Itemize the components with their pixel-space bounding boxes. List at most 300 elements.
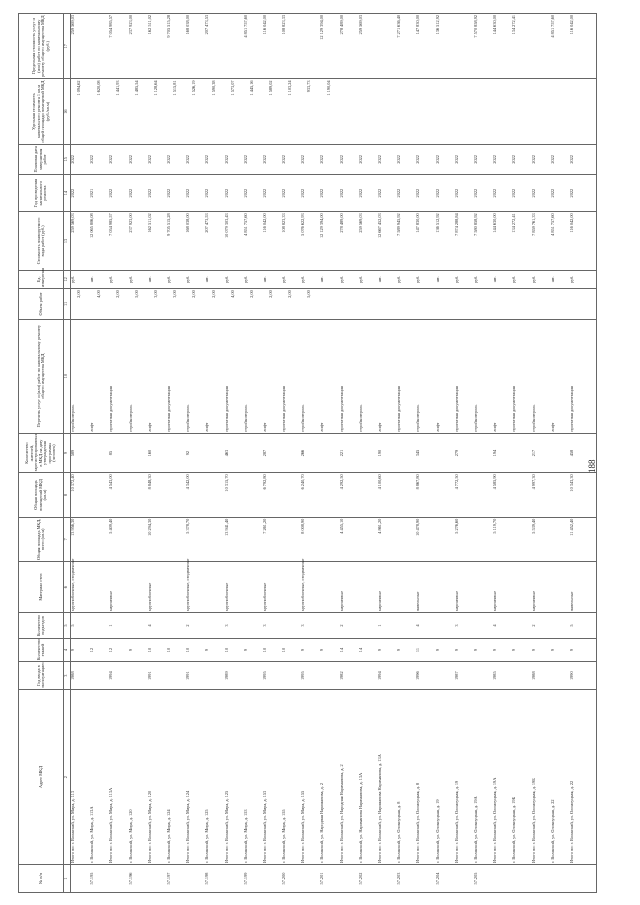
cell-line: кирпичные bbox=[108, 590, 114, 612]
cell-line: лифт bbox=[261, 422, 267, 432]
cell-line: 2022 bbox=[89, 155, 95, 164]
header-cell: Ед. измерения bbox=[19, 270, 64, 289]
cell-line bbox=[282, 519, 301, 560]
cell-line: 279 bbox=[453, 449, 459, 457]
cell-line: 1 620,08 bbox=[95, 80, 101, 96]
cell-line: проектная документация bbox=[223, 386, 229, 432]
cell-line bbox=[359, 563, 378, 611]
cell-line bbox=[551, 435, 570, 472]
cell-line: 1987 bbox=[453, 671, 459, 680]
cell-line: 217 bbox=[530, 449, 536, 457]
cell-line bbox=[551, 663, 570, 688]
cell-line bbox=[129, 474, 148, 515]
cell-line: 5 bbox=[568, 624, 574, 627]
cell-line: Итого по: г. Волжский, ул. Оломоуцкая, д. 19 bbox=[453, 780, 459, 864]
cell-line: 2022 bbox=[415, 188, 421, 198]
column-number: 2 bbox=[64, 690, 71, 865]
col-wall-material-cell bbox=[70, 558, 597, 612]
table-body-row bbox=[71, 14, 597, 893]
column-number: 6 bbox=[64, 561, 71, 612]
cell-line: 1996 bbox=[415, 671, 421, 680]
cell-line bbox=[512, 663, 531, 688]
cell-line bbox=[167, 519, 186, 560]
cell-line: шт. bbox=[204, 276, 210, 283]
cell-line: 2022 bbox=[319, 155, 325, 164]
header-cell: Общая площадь помещений МКД (кв.м) bbox=[19, 473, 64, 517]
cell-line: 2022 bbox=[434, 188, 440, 198]
cell-line: 7 570 858,92 bbox=[472, 15, 478, 38]
cell-line: 463 bbox=[223, 449, 229, 457]
cell-line: г. Волжский, ул. Оломоуцкая, д. 19Б bbox=[511, 796, 517, 864]
cell-line: 2 bbox=[530, 624, 536, 627]
cell-line: Итого по: г. Волжский, ул. Мира, д. 120 bbox=[146, 790, 152, 864]
cell-line: лифт bbox=[146, 422, 152, 432]
cell-line: 57.196 bbox=[127, 872, 133, 885]
cell-line: 2022 bbox=[568, 188, 574, 198]
cell-line bbox=[129, 563, 148, 611]
cell-line: 2022 bbox=[511, 188, 517, 198]
cell-line: 116 042,00 bbox=[568, 213, 574, 233]
cell-line: 9 bbox=[70, 648, 75, 652]
cell-line bbox=[551, 474, 570, 515]
cell-line bbox=[474, 474, 493, 515]
cell-line bbox=[129, 519, 148, 560]
header-cell: Количество подъездов bbox=[19, 613, 64, 639]
cell-line: 207 473,53 bbox=[204, 213, 210, 233]
cell-line: 136 512,92 bbox=[434, 15, 440, 35]
cell-line bbox=[436, 563, 455, 611]
cell-line bbox=[551, 519, 570, 560]
cell-line bbox=[320, 614, 339, 637]
cell-line: 168 038,00 bbox=[185, 213, 191, 233]
cell-line: руб. bbox=[511, 275, 517, 284]
cell-line: 1 103,24 bbox=[287, 80, 293, 96]
cell-line: руб. bbox=[185, 275, 191, 284]
cell-line: 7 054 985,57 bbox=[108, 15, 114, 38]
cell-line: 144 630,00 bbox=[492, 15, 498, 35]
cell-line: г. Волжский, ул. Оломоуцкая, д. 19А bbox=[472, 796, 478, 864]
cell-line bbox=[320, 435, 339, 472]
cell-line: 12 667 452,03 bbox=[377, 213, 382, 239]
cell-line bbox=[436, 663, 455, 688]
cell-line bbox=[359, 663, 378, 688]
cell-line: 2022 bbox=[146, 155, 152, 164]
cell-line: руб. bbox=[108, 275, 114, 284]
cell-line: руб. bbox=[281, 275, 287, 284]
cell-line: руб. bbox=[472, 275, 478, 284]
cell-line: 3,00 bbox=[153, 290, 159, 298]
cell-line: 9 bbox=[511, 648, 517, 652]
cell-line: 1995 bbox=[261, 671, 267, 680]
cell-line: крупноблочные bbox=[146, 582, 152, 612]
cell-line: 4 851 757,60 bbox=[549, 213, 555, 236]
column-number: 16 bbox=[64, 79, 71, 144]
cell-line: 237 923,00 bbox=[127, 15, 133, 35]
cell-line: шт. bbox=[261, 276, 267, 283]
cell-line: 2022 bbox=[319, 188, 325, 198]
cell-line: 10 079 303,43 bbox=[223, 213, 229, 239]
cell-line: 2,00 bbox=[248, 290, 254, 298]
cell-line bbox=[167, 663, 186, 688]
cell-line: 3 bbox=[261, 624, 267, 627]
cell-line: кирпичные bbox=[377, 590, 382, 612]
cell-line: руб. bbox=[357, 275, 363, 284]
header-cell: Материал стен bbox=[19, 561, 64, 612]
cell-line: 2022 bbox=[415, 155, 421, 164]
cell-line: проектная документация bbox=[165, 386, 171, 432]
cell-line bbox=[90, 474, 109, 515]
col-cost-cell bbox=[71, 212, 597, 270]
cell-line: 134 272,41 bbox=[511, 15, 517, 35]
cell-line: Итого по: г. Волжский, ул. Оломоуцкая, д. 22 bbox=[568, 780, 574, 864]
cell-line: 1 589,02 bbox=[268, 80, 274, 96]
cell-line: проектная документация bbox=[108, 386, 114, 432]
cell-line: 57.195 bbox=[89, 872, 95, 885]
cell-line: 57.202 bbox=[357, 872, 363, 885]
cell-line: 108 823,33 bbox=[281, 213, 287, 233]
cell-line: 7 580 858,92 bbox=[472, 213, 478, 236]
cell-line: лифт bbox=[204, 422, 210, 432]
col-residents-cell bbox=[71, 433, 597, 473]
cell-line: 2022 bbox=[281, 155, 287, 164]
cell-line: 4 bbox=[492, 624, 498, 627]
cell-line: 6 792,80 bbox=[261, 474, 267, 490]
cell-line bbox=[129, 663, 148, 688]
cell-line: 162 511,02 bbox=[146, 213, 152, 233]
cell-line: 259 569,03 bbox=[70, 15, 75, 35]
cell-line: 2022 bbox=[396, 188, 402, 198]
cell-line: 4,00 bbox=[95, 290, 101, 298]
cell-line bbox=[90, 435, 109, 472]
cell-line bbox=[129, 435, 148, 472]
cell-line: 458 bbox=[568, 449, 574, 457]
cell-line: 2022 bbox=[223, 188, 229, 198]
cell-line: 4 851 757,60 bbox=[242, 15, 248, 38]
cell-line: шт. bbox=[434, 276, 440, 283]
cell-line: 136 512,92 bbox=[434, 213, 440, 233]
cell-line: 7 874 288,84 bbox=[453, 213, 459, 236]
cell-line bbox=[205, 563, 224, 611]
cell-line: 589 bbox=[70, 449, 75, 457]
cell-line: 1994 bbox=[108, 671, 114, 680]
col-year-cell bbox=[71, 662, 597, 690]
cell-line: проектная документация bbox=[453, 386, 459, 432]
cell-line: 2022 bbox=[472, 155, 478, 164]
page-number: 188 bbox=[587, 459, 597, 473]
cell-line: 1995 bbox=[300, 671, 306, 680]
cell-line: 10 bbox=[281, 647, 287, 653]
cell-line bbox=[90, 519, 109, 560]
cell-line: 10 478,90 bbox=[415, 518, 421, 536]
cell-line: 4 997,30 bbox=[530, 474, 536, 490]
cell-line: руб. bbox=[70, 275, 75, 284]
cell-line: 2,00 bbox=[114, 290, 120, 298]
column-number: 13 bbox=[64, 212, 71, 270]
cell-line bbox=[301, 866, 320, 891]
cell-line: Итого по: г. Волжский, ул. Оломоуцкая, д. 8 bbox=[415, 782, 421, 864]
cell-line: стройконтроль bbox=[185, 404, 191, 432]
cell-line bbox=[244, 563, 263, 611]
header-row bbox=[19, 14, 64, 893]
cell-line: 2021 bbox=[89, 188, 95, 198]
cell-line: Итого по: г. Волжский, ул. Оломоуцкая, д. 19А bbox=[492, 777, 498, 864]
cell-line: 10 bbox=[223, 647, 229, 653]
cell-line: шт. bbox=[89, 276, 95, 283]
cell-line: г. Волжский, ул. Мира, д. 155 bbox=[281, 809, 287, 864]
cell-line: 221 bbox=[338, 449, 344, 457]
cell-line bbox=[282, 614, 301, 637]
column-number: 11 bbox=[64, 289, 71, 319]
cell-line bbox=[493, 866, 512, 891]
cell-line bbox=[512, 614, 531, 637]
cell-line: 9 bbox=[492, 648, 498, 652]
cell-line: 1985 bbox=[492, 671, 498, 680]
cell-line: 2022 bbox=[204, 155, 210, 164]
cell-line: крупноблочные, сэндвичные bbox=[300, 558, 306, 612]
cell-line: 278 489,00 bbox=[338, 213, 344, 233]
cell-line: 3 bbox=[300, 624, 306, 627]
cell-line: 2022 bbox=[472, 188, 478, 198]
cell-line bbox=[129, 614, 148, 637]
column-number: 1 bbox=[64, 865, 71, 893]
cell-line: 85 bbox=[108, 450, 114, 456]
cell-line: 57.201 bbox=[319, 872, 325, 885]
cell-line: 144 630,00 bbox=[492, 213, 498, 233]
cell-line: 1994 bbox=[377, 671, 382, 680]
cell-line: 2022 bbox=[204, 188, 210, 198]
column-number: 3 bbox=[64, 662, 71, 690]
cell-line bbox=[90, 614, 109, 637]
cell-line: 2022 bbox=[281, 188, 287, 198]
cell-line bbox=[474, 563, 493, 611]
cell-line: 1 485,54 bbox=[133, 80, 139, 96]
cell-line: 5 539,40 bbox=[530, 518, 536, 534]
cell-line: 2022 bbox=[530, 188, 536, 198]
cell-line bbox=[90, 563, 109, 611]
cell-line: 259 569,03 bbox=[357, 15, 363, 35]
cell-line: 9 bbox=[472, 648, 478, 652]
cell-line: 9 bbox=[204, 648, 210, 652]
cell-line: 160 bbox=[146, 449, 152, 457]
column-number: 7 bbox=[64, 517, 71, 561]
column-number: 8 bbox=[64, 473, 71, 517]
cell-line: лифт bbox=[319, 422, 325, 432]
cell-line bbox=[455, 15, 474, 77]
cell-line: г. Волжский, ул. Мира, д. 120 bbox=[127, 809, 133, 864]
cell-line: 168 038,00 bbox=[185, 15, 191, 35]
cell-line: лифт bbox=[89, 422, 95, 432]
cell-line: 4 851 757,60 bbox=[549, 15, 555, 38]
cell-line: 2022 bbox=[185, 155, 191, 164]
cell-line: проектная документация bbox=[511, 386, 517, 432]
cell-line: кирпичные bbox=[338, 590, 344, 612]
column-number: 4 bbox=[64, 638, 71, 661]
header-cell: Объем работ bbox=[19, 289, 64, 319]
cell-line bbox=[359, 519, 378, 560]
cell-line: 13 941,40 bbox=[223, 518, 229, 536]
cell-line: 278 489,00 bbox=[338, 15, 344, 35]
cell-line: г. Волжский, ул. Оломоуцкая, д. 19 bbox=[434, 799, 440, 864]
cell-line: 10 bbox=[185, 647, 191, 653]
cell-line bbox=[416, 866, 435, 891]
cell-line bbox=[436, 614, 455, 637]
cell-line: 2022 bbox=[530, 155, 536, 164]
cell-line bbox=[90, 663, 109, 688]
cell-line bbox=[109, 866, 128, 891]
cell-line bbox=[474, 435, 493, 472]
cell-line bbox=[532, 15, 551, 77]
col-floors-cell bbox=[71, 638, 597, 661]
cell-line bbox=[282, 435, 301, 472]
cell-line bbox=[474, 614, 493, 637]
cell-line: 14 bbox=[357, 647, 363, 653]
cell-line: Итого по: г. Волжский, ул. Мира, д. 125 bbox=[223, 790, 229, 864]
header-cell: Общая площадь МКД, всего (кв.м) bbox=[19, 517, 64, 561]
cell-line: 2022 bbox=[300, 155, 306, 164]
header-cell: Адрес МКД bbox=[19, 690, 64, 865]
cell-line: 10 294,30 bbox=[146, 518, 152, 536]
cell-line: 2022 bbox=[396, 155, 402, 164]
cell-line: проектная документация bbox=[396, 386, 402, 432]
cell-line bbox=[512, 519, 531, 560]
cell-line: 2022 bbox=[223, 155, 229, 164]
col-repair-year-cell bbox=[71, 175, 597, 212]
col-works-cell bbox=[71, 319, 597, 433]
cell-line: 190 bbox=[377, 449, 382, 457]
cell-line: руб. bbox=[530, 275, 536, 284]
cell-line: руб. bbox=[415, 275, 421, 284]
cell-line: 2 bbox=[338, 624, 344, 627]
cell-line: 11 452,40 bbox=[568, 518, 574, 536]
cell-line: 345 bbox=[415, 449, 421, 457]
cell-line: г. Волжский, ул. Народная Нариманова, д. 2 bbox=[319, 782, 325, 864]
cell-line: 2022 bbox=[185, 188, 191, 198]
cell-line: 8 008,90 bbox=[300, 518, 306, 534]
cell-line bbox=[167, 474, 186, 515]
col-volume-cell bbox=[71, 289, 597, 319]
col-unit-cell bbox=[71, 270, 597, 289]
cell-line bbox=[397, 563, 416, 611]
cell-line bbox=[551, 614, 570, 637]
cell-line: 2022 bbox=[242, 188, 248, 198]
cell-line: стройконтроль bbox=[242, 404, 248, 432]
cell-line: руб. bbox=[453, 275, 459, 284]
cell-line: 2022 bbox=[434, 155, 440, 164]
cell-line bbox=[244, 663, 263, 688]
cell-line: панельные bbox=[568, 591, 574, 612]
cell-line bbox=[397, 435, 416, 472]
cell-line: 1 441,93 bbox=[114, 80, 120, 96]
header-cell: Стоимость планируемого вида работ (руб.) bbox=[19, 212, 64, 270]
cell-line: 2022 bbox=[453, 155, 459, 164]
header-cell: Предельная стоимость услуг и (или) работ по капитальному ремонту общего имущества МКД (руб.) bbox=[19, 14, 64, 79]
cell-line: руб. bbox=[396, 275, 402, 284]
cell-line: 2022 bbox=[549, 155, 555, 164]
cell-line: 9 705 515,28 bbox=[165, 213, 171, 236]
cell-line: 2022 bbox=[492, 188, 498, 198]
cell-line: 1 bbox=[108, 624, 114, 627]
cell-line bbox=[90, 15, 109, 77]
cell-line: Итого по: г. Волжский, ул. Мира, д. 153 bbox=[261, 790, 267, 864]
cell-line: 237 923,00 bbox=[127, 213, 133, 233]
cell-line: 1988 bbox=[70, 671, 75, 680]
cell-line: крупноблочные bbox=[261, 582, 267, 612]
cell-line: 9 bbox=[453, 648, 459, 652]
cell-line: 4 455,10 bbox=[338, 518, 344, 534]
cell-line bbox=[474, 663, 493, 688]
cell-line bbox=[320, 519, 339, 560]
header-cell: Год проведения капитального ремонта bbox=[19, 175, 64, 212]
cell-line: 1 515,81 bbox=[172, 80, 178, 96]
cell-line: 7 589 945,92 bbox=[396, 213, 402, 236]
cell-line: 10 bbox=[165, 647, 171, 653]
cell-line bbox=[167, 435, 186, 472]
cell-line: 1 573,07 bbox=[229, 80, 235, 96]
cell-line: 9 bbox=[530, 648, 536, 652]
cell-line: 2022 bbox=[261, 188, 267, 198]
cell-line: 194 bbox=[492, 449, 498, 457]
cell-line: 207 473,53 bbox=[204, 15, 210, 35]
cell-line: 4 342,00 bbox=[185, 474, 191, 490]
cell-line: 4 772,50 bbox=[453, 474, 459, 490]
cell-line: 5 409,40 bbox=[108, 518, 114, 534]
cell-line: 1988 bbox=[530, 671, 536, 680]
cell-line bbox=[397, 519, 416, 560]
cell-line: руб. bbox=[300, 275, 306, 284]
cell-line bbox=[301, 15, 320, 77]
cell-line: крупноблочные, сэндвичные bbox=[185, 558, 191, 612]
col-address-cell bbox=[71, 690, 597, 865]
cell-line: 3 bbox=[453, 624, 459, 627]
cell-line: 2,00 bbox=[287, 290, 293, 298]
cell-line: 1 590,38 bbox=[210, 80, 216, 96]
cell-line: панельные bbox=[415, 591, 421, 612]
cell-line: 57.205 bbox=[472, 872, 478, 885]
cell-line: 57.197 bbox=[165, 872, 171, 885]
col-unit-cost-cell bbox=[71, 79, 597, 144]
cell-line: 7 261,20 bbox=[261, 518, 267, 534]
cell-line: 1989 bbox=[223, 671, 229, 680]
cell-line bbox=[186, 866, 205, 891]
cell-line: Итого по: г. Волжский, ул. Мира, д. 124 bbox=[185, 790, 191, 864]
cell-line: 2,00 bbox=[76, 290, 82, 298]
cell-line bbox=[320, 663, 339, 688]
col-end-date-cell bbox=[71, 144, 597, 174]
cell-line: кирпичные bbox=[492, 590, 498, 612]
cell-line: кирпичные bbox=[530, 590, 536, 612]
column-number: 17 bbox=[64, 14, 71, 79]
cell-line: 2022 bbox=[377, 155, 382, 164]
cell-line bbox=[359, 474, 378, 515]
cell-line bbox=[244, 614, 263, 637]
cell-line: 2022 bbox=[453, 188, 459, 198]
cell-line: 12 bbox=[89, 647, 95, 653]
header-cell: Удельная стоимость капитального ремонта 1 кв.м общей площади помещений МКД (руб./кв.м) bbox=[19, 79, 64, 144]
cell-line: 147 830,00 bbox=[415, 15, 421, 35]
cell-line: 4 100,60 bbox=[377, 474, 382, 490]
cell-line bbox=[378, 15, 397, 77]
cell-line: г. Волжский, ул. Нариманова Нариманова, д. 13А bbox=[357, 772, 363, 864]
header-cell: Количество этажей bbox=[19, 638, 64, 661]
cell-line bbox=[205, 663, 224, 688]
cell-line: Итого по: г. Волжский, ул. Мира, д. 113 bbox=[70, 791, 75, 864]
cell-line bbox=[225, 866, 244, 891]
col-total-area-cell bbox=[71, 517, 597, 561]
cell-line: 2,00 bbox=[191, 290, 197, 298]
cell-line bbox=[282, 474, 301, 515]
cell-line: 2,00 bbox=[210, 290, 216, 298]
cell-line: 9 705 515,28 bbox=[165, 15, 171, 38]
